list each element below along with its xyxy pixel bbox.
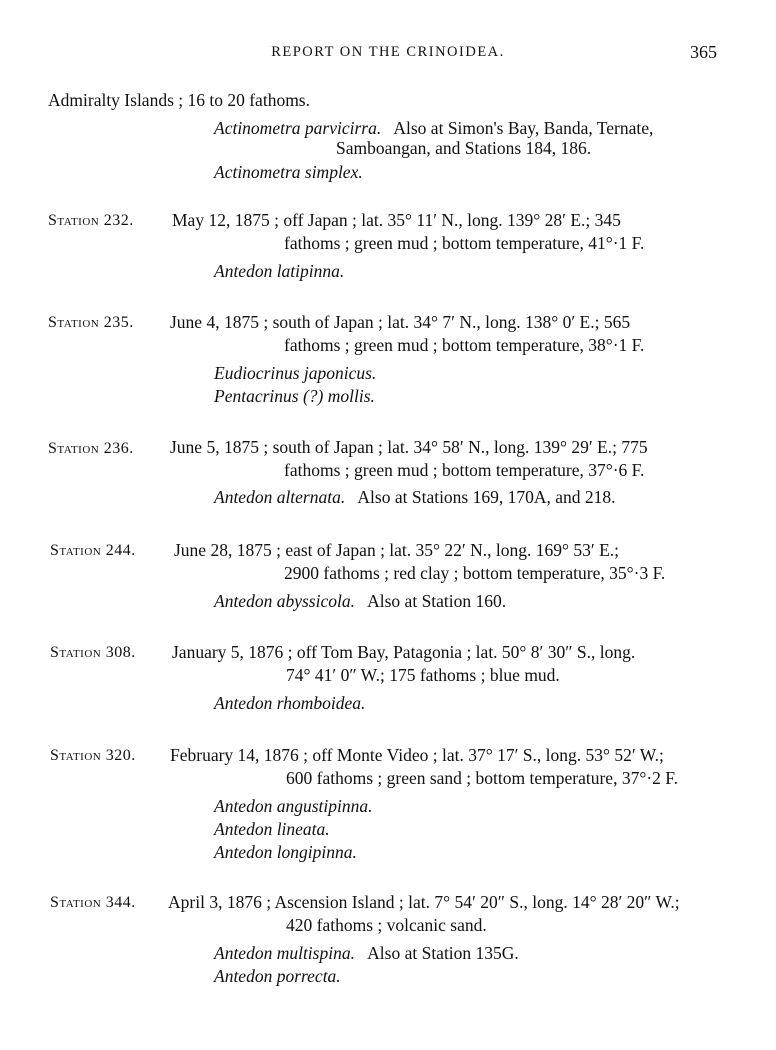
species-name: Antedon porrecta. bbox=[214, 966, 341, 986]
station-label: Station 344. bbox=[50, 894, 136, 911]
station-details-line2: 74° 41′ 0″ W.; 175 fathoms ; blue mud. bbox=[286, 665, 560, 685]
species-line bbox=[214, 487, 616, 508]
species-name: Antedon latipinna. bbox=[214, 261, 345, 281]
species-name: Eudiocrinus japonicus. bbox=[214, 363, 377, 383]
station-details-line1: April 3, 1876 ; Ascension Island ; lat. 7° 54′ 20″ S., long. 14° 28′ 20″ W.; bbox=[168, 892, 680, 912]
station-details-line2: fathoms ; green mud ; bottom temperature, 37°·6 F. bbox=[284, 460, 645, 480]
station-label: Station 235. bbox=[48, 314, 134, 331]
station-details-line2: 2900 fathoms ; red clay ; bottom temperature, 35°·3 F. bbox=[284, 563, 666, 583]
species-name: Antedon rhomboidea. bbox=[214, 693, 366, 713]
species-name: Antedon abyssicola. bbox=[214, 591, 355, 611]
species-line bbox=[214, 591, 506, 612]
station-details-line2: fathoms ; green mud ; bottom temperature, 38°·1 F. bbox=[284, 335, 645, 355]
station-details-line1: May 12, 1875 ; off Japan ; lat. 35° 11′ N., long. 139° 28′ E.; 345 bbox=[172, 210, 621, 230]
species-name: Actinometra parvicirra. bbox=[214, 118, 382, 138]
station-details-line1: January 5, 1876 ; off Tom Bay, Patagonia ; lat. 50° 8′ 30″ S., long. bbox=[172, 642, 636, 662]
station-label: Station 244. bbox=[50, 542, 136, 559]
station-details-line1: June 28, 1875 ; east of Japan ; lat. 35° 22′ N., long. 169° 53′ E.; bbox=[174, 540, 620, 560]
species-name: Antedon multispina. bbox=[214, 943, 355, 963]
species-name: Antedon angustipinna. bbox=[214, 796, 373, 816]
station-label: Station 232. bbox=[48, 212, 134, 229]
station-details-line1: February 14, 1876 ; off Monte Video ; lat. 37° 17′ S., long. 53° 52′ W.; bbox=[170, 745, 664, 765]
page-number: 365 bbox=[690, 42, 717, 62]
species-note-continued: Samboangan, and Stations 184, 186. bbox=[336, 138, 592, 158]
species-note: Also at Stations 169, 170A, and 218. bbox=[357, 487, 616, 507]
station-label: Station 320. bbox=[50, 747, 136, 764]
intro-location: Admiralty Islands ; 16 to 20 fathoms. bbox=[48, 90, 310, 110]
species-name: Actinometra simplex. bbox=[214, 162, 363, 182]
station-label: Station 236. bbox=[48, 440, 134, 457]
species-name: Antedon lineata. bbox=[214, 819, 330, 839]
species-note: Also at Simon's Bay, Banda, Ternate, bbox=[393, 118, 654, 138]
station-label: Station 308. bbox=[50, 644, 136, 661]
species-line bbox=[214, 118, 653, 139]
running-title: REPORT ON THE CRINOIDEA. bbox=[271, 44, 505, 60]
species-note: Also at Station 135G. bbox=[367, 943, 519, 963]
species-note: Also at Station 160. bbox=[367, 591, 507, 611]
station-details-line2: fathoms ; green mud ; bottom temperature, 41°·1 F. bbox=[284, 233, 645, 253]
species-name: Pentacrinus (?) mollis. bbox=[214, 386, 375, 406]
station-details-line1: June 4, 1875 ; south of Japan ; lat. 34° 7′ N., long. 138° 0′ E.; 565 bbox=[170, 312, 631, 332]
station-details-line1: June 5, 1875 ; south of Japan ; lat. 34° 58′ N., long. 139° 29′ E.; 775 bbox=[170, 437, 648, 457]
station-details-line2: 420 fathoms ; volcanic sand. bbox=[286, 915, 487, 935]
species-name: Antedon alternata. bbox=[214, 487, 346, 507]
station-details-line2: 600 fathoms ; green sand ; bottom temperature, 37°·2 F. bbox=[286, 768, 678, 788]
species-name: Antedon longipinna. bbox=[214, 842, 357, 862]
species-line bbox=[214, 943, 519, 964]
